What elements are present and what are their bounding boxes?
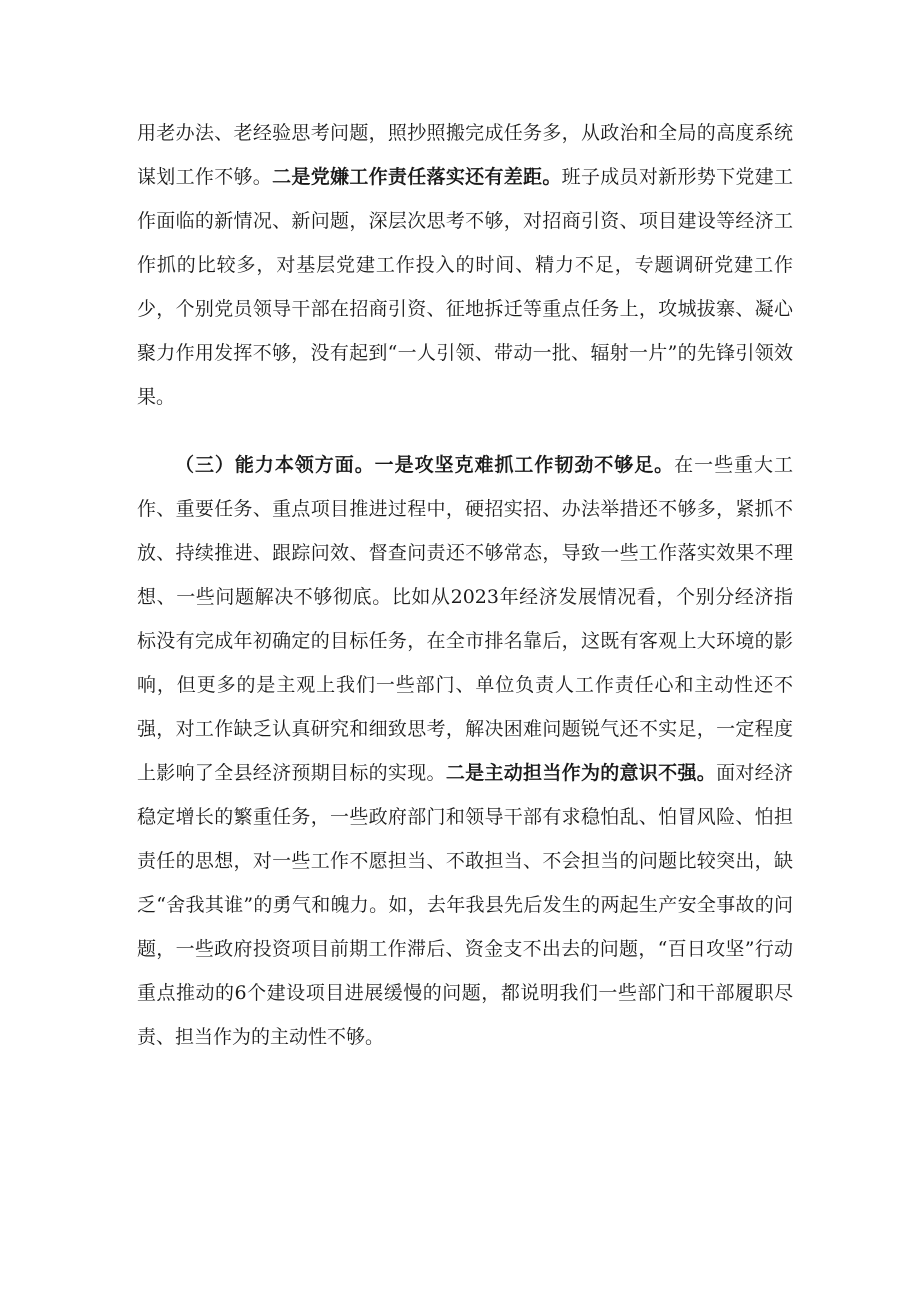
paragraph-capability — [137, 443, 793, 1059]
paragraph-party-building — [137, 111, 793, 419]
subheading-initiative: 二是主动担当作为的意识不强。 — [445, 762, 717, 784]
document-body — [137, 111, 793, 1059]
paragraph-text: 面对经济稳定增长的繁重任务，一些政府部门和领导干部有求稳怕乱、怕冒风险、怕担责任的思想，对一些工作不愿担当、不敢担当、不会担当的问题比较突出，缺乏“舍我其谁”的勇气和魄力。如，去年我县先后发生的两起生产安全事故的问题，一些政府投资项目前期工作滞后、资金支不出去的问题，“百日攻坚”行动重点推动的6个建设项目进展缓慢的问题，都说明我们一些部门和干部履职尽责、担当作为的主动性不够。 — [137, 762, 793, 1048]
section-heading-capability: （三）能力本领方面。一是攻坚克难抓工作韧劲不够足。 — [175, 454, 675, 476]
subheading-party-responsibility: 二是党嫌工作责任落实还有差距。 — [272, 166, 562, 188]
paragraph-text: 用老办法、老经验思考问题，照抄照搬完成任务多，从政治和全局的高度系统谋划工作不够。 — [137, 122, 793, 188]
paragraph-text: 班子成员对新形势下党建工作面临的新情况、新问题，深层次思考不够，对招商引资、项目建设等经济工作抓的比较多，对基层党建工作投入的时间、精力不足，专题调研党建工作少，个别党员领导干部在招商引资、征地拆迁等重点任务上，攻城拔寨、凝心聚力作用发挥不够，没有起到“一人引领、带动一批、辐射一片”的先锋引领效果。 — [137, 166, 793, 408]
paragraph-text: 在一些重大工作、重要任务、重点项目推进过程中，硬招实招、办法举措还不够多，紧抓不放、持续推进、跟踪问效、督查问责还不够常态，导致一些工作落实效果不理想、一些问题解决不够彻底。比如从2023年经济发展情况看，个别分经济指标没有完成年初确定的目标任务，在全市排名靠后，这既有客观上大环境的影响，但更多的是主观上我们一些部门、单位负责人工作责任心和主动性还不强，对工作缺乏认真研究和细致思考，解决困难问题锐气还不实足，一定程度上影响了全县经济预期目标的实现。 — [137, 454, 793, 784]
